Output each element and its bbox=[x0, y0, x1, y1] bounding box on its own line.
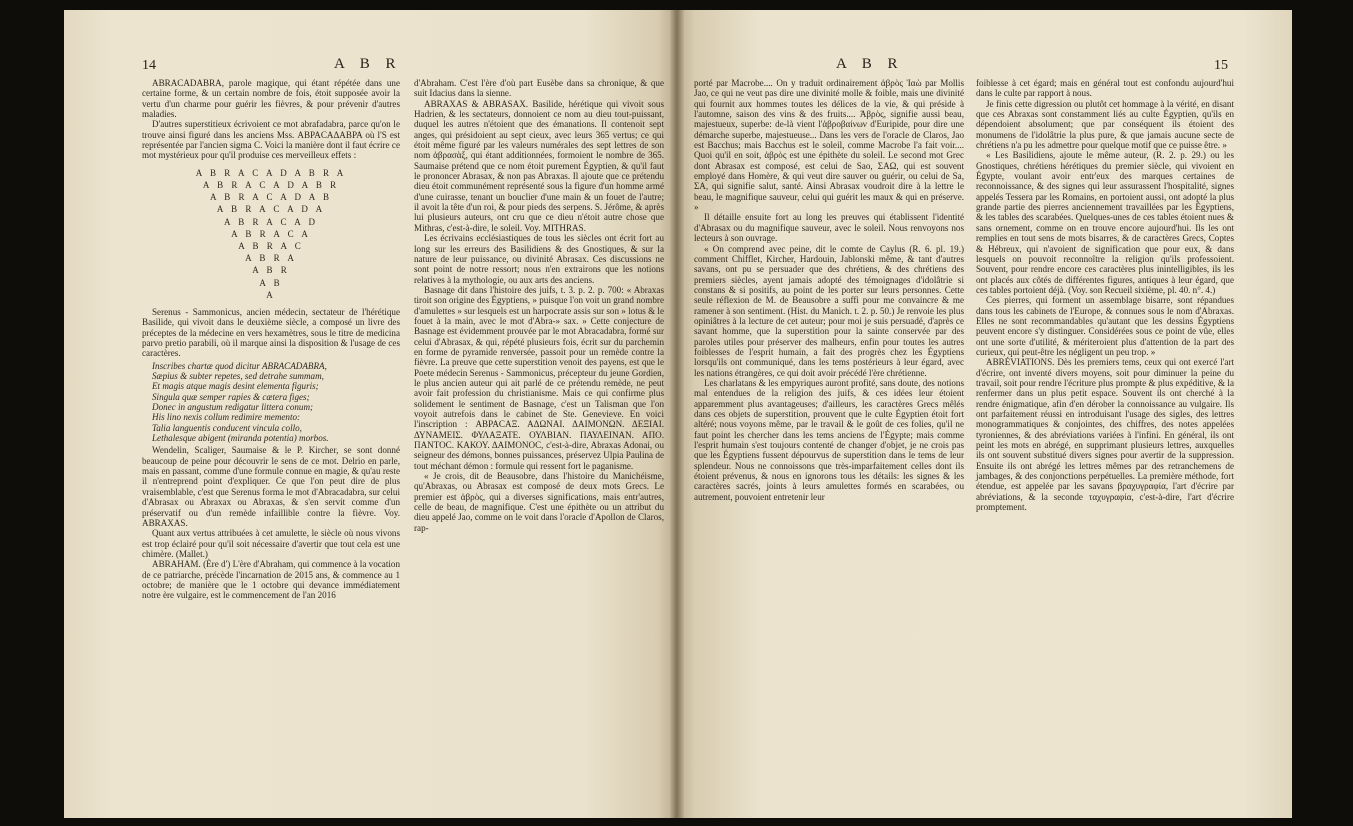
latin-verse bbox=[152, 361, 400, 444]
right-page bbox=[676, 10, 1292, 818]
verse-line: Talia languentis conducent vincula collo, bbox=[152, 422, 302, 433]
running-head-left: A B R bbox=[334, 56, 402, 72]
abracadabra-line: A B R A C A D bbox=[223, 216, 319, 227]
paragraph: Wendelin, Scaliger, Saumaise & le P. Kircher, se sont donné beaucoup de peine pour découvrir le sens de ce mot. Delrio en parle, mais en passant, comme d'une formule connue en magie, & qu'au reste il n'entreprend point d'expliquer. Ce que l'on peut dire de plus vraisemblable, c'est que Serenus forma le mot d'Abracadabra, sur celui d'Abrasax ou Abraxax ou Abraxas, & s'en servit comme d'un préservatif ou d'un remède infaillible contre la fièvre. Voy. ABRAXAS. bbox=[142, 445, 400, 528]
right-column-2 bbox=[976, 78, 1234, 512]
paragraph: ABRAXAS & ABRASAX. Basilide, hérétique qui vivoit sous Hadrien, & les sectateurs, donnoient ce nom au dieu tout-puissant, duquel les autres n'étoient que des émanations. Il contenoit sept anges, qui présidoient au sept cieux, avec leurs 365 vertus; ce qui étoit même figuré par les valeurs numérales des sept lettres de son nom ἀβρασὰξ, qui étant additionnées, formoient le nombre de 365. Saumaise prétend que ce nom étoit purement Égyptien, & qu'il faut le prononcer Abrasax, & non pas Abraxas. Il ajoute que ce prétendu dieu étoit communément représenté sous la figure d'un homme armé d'une cuirasse, tenant un bouclier d'une main & un fouet de l'autre; il avoit la tête d'un roi, & pour pieds des serpens. S. Jérôme, & après lui plusieurs auteurs, ont cru que ce dieu n'étoit autre chose que Mithras, c'est-à-dire, le soleil. Voy. MITHRAS. bbox=[414, 98, 664, 233]
paragraph: ABRÉVIATIONS. Dès les premiers tems, ceux qui ont exercé l'art d'écrire, ont inventé divers moyens, soit pour diminuer la peine du travail, soit pour rendre l'écriture plus prompte & plus expéditive, & la renfermer dans un plus petit espace. Souvent ils ont cherché à la rendre énigmatique, afin d'en dérober la connoissance au vulgaire. Ils ont parfaitement réussi en introduisant l'usage des sigles, des lettres monogrammatiques & conjointes, des chiffres, des notes appelées tyroniennes, & des abréviations variées à l'infini. En général, ils ont peint les mots en abrégé, en supprimant plusieurs lettres, auxquelles ils ont souvent substitué divers signes pour avertir de la suppression. Ensuite ils ont abrégé les lettres mêmes par des retranchemens de jambages, & des conjonctions perpétuelles. La première méthode, fort étendue, est appelée par les savans βραχυγραφία, l'art d'écrire par abréviations, & la seconde ταχυγραφία, c'est-à-dire, l'art d'écrire promptement. bbox=[976, 357, 1234, 513]
paragraph: ABRAHAM. (Ère d') L'ère d'Abraham, qui commence à la vocation de ce patriarche, précède l'incarnation de 2015 ans, & commence au 1 octobre; de manière que le 1 octobre qui devance immédiatement notre ère vulgaire, est le commencement de l'an 2016 bbox=[142, 559, 400, 601]
paragraph: Les écrivains ecclésiastiques de tous les siècles ont écrit fort au long sur les erreurs des Basilidiens & des Gnostiques, & sur la nature de leur puissance, ou divinité Abrasax. Ces discussions ne sont point de notre ressort; nous n'en extrairons que les notions relatives à la mythologie, ou aux arts des anciens. bbox=[414, 233, 664, 285]
paragraph: Serenus - Sammonicus, ancien médecin, sectateur de l'hérétique Basilide, qui vivoit dans le deuxième siècle, a composé un livre des préceptes de la médecine en vers hexamètres, sous le titre de medicina parvo pretio parabili, où il marque ainsi la disposition & l'usage de ces caractères. bbox=[142, 306, 400, 359]
paragraph: foiblesse à cet égard; mais en général tout est confondu aujourd'hui dans le culte par rapport à nous. bbox=[976, 78, 1234, 99]
paragraph: ABRACADABRA, parole magique, qui étant répétée dans une certaine forme, & un certain nombre de fois, étoit supposée avoir la vertu d'un charme pour guérir les fièvres, & pour prévenir d'autres maladies. bbox=[142, 78, 400, 120]
page-number-right: 15 bbox=[1214, 58, 1228, 73]
paragraph: « On comprend avec peine, dit le comte de Caylus (R. 6. pl. 19.) comment Chifflet, Kircher, Hardouin, Jablonski même, & tant d'autres savans, ont pu se persuader que des chrétiens, & des chrétiens des premiers siècles, ayent jamais adopté des témoignages d'idolâtrie si constans & si positifs, au point de les porter sur leurs personnes. Cette seule réflexion de M. de Beausobre a suffi pour me convaincre & me ramener à son sentiment. (Hist. du Manich. t. 2. p. 50.) Je renvoie les plus opiniâtres à la lecture de cet auteur; pour moi je suis persuadé, d'après ce savant homme, que la superstition pour la sainte conservée par des paroles utiles pour préserver des malheurs, enfin pour toutes les autres foiblesses de l'esprit humain, a fait des progrès chez les Égyptiens lorsqu'ils ont communiqué, dans les tems postérieurs à leur égard, avec les nations étrangères, ce qui doit avoir précédé l'ère chrétienne. bbox=[694, 243, 964, 378]
abracadabra-line: A B R A C A D A bbox=[216, 204, 326, 215]
paragraph: Ces pierres, qui forment un assemblage bisarre, sont répandues dans tous les cabinets de l'Europe, & connues sous le nom d'Abraxas. Elles ne sont recommandables qu'autant que les dessins Égyptiens peuvent encore s'y distinguer. Considérées sous ce point de vûe, elles ont une sorte d'utilité, & mériteroient plus d'attention de la part des curieux, qui peut-être les négligent un peu trop. » bbox=[976, 295, 1234, 357]
abracadabra-line: A B R A C A D A B R bbox=[202, 179, 340, 190]
verse-line: Sæpius & subter repetes, sed detrahe summam, bbox=[152, 371, 324, 382]
abracadabra-line: A bbox=[266, 289, 276, 300]
verse-line: Singula quæ semper rapies & cætera figes; bbox=[152, 391, 310, 402]
verse-line: His lino nexis collum redimire memento: bbox=[152, 412, 301, 423]
abracadabra-line: A B R A C A D A B bbox=[209, 192, 333, 203]
paragraph: Il détaille ensuite fort au long les preuves qui établissent l'identité d'Abrasax ou du magnifique sauveur, avec le soleil. Nous renvoyons nos lecteurs à son ouvrage. bbox=[694, 212, 964, 244]
open-book bbox=[64, 10, 1292, 818]
abracadabra-line: A B R A C bbox=[238, 240, 304, 251]
book-gutter bbox=[670, 10, 684, 818]
page-number-left: 14 bbox=[142, 58, 156, 73]
paragraph: Je finis cette digression ou plutôt cet hommage à la vérité, en disant que ces Abraxas sont constamment liés au culte Égyptien, qu'ils en dépendoient absolument; que par conséquent ils étoient des monumens de l'idolâtrie la plus pure, & que jamais aucune secte de chrétiens n'a pu les admettre pour quelque motif que ce puisse être. » bbox=[976, 98, 1234, 151]
paragraph: d'Abraham. C'est l'ère d'où part Eusèbe dans sa chronique, & que suit Idacius dans la sienne. bbox=[414, 78, 664, 99]
left-column-1 bbox=[142, 78, 400, 601]
paragraph: D'autres superstitieux écrivoient ce mot abrafadabra, parce qu'on le trouve ainsi figuré dans les anciens Mss. ΑΒΡΑCΑΔΑΒΡΑ où l'S est représentée par l'ancien sigma C. Voici la manière dont il faut écrire ce mot mystérieux pour qu'il produise ces merveilleux effets : bbox=[142, 119, 400, 161]
paragraph: Quant aux vertus attribuées à cet amulette, le siècle où nous vivons est trop éclairé pour qu'il soit nécessaire d'avertir que tout cela est une chimère. (Mallet.) bbox=[142, 528, 400, 559]
paragraph: « Je crois, dit de Beausobre, dans l'histoire du Manichéisme, qu'Abraxas, ou Abrasax est composé de deux mots Grecs. Le premier est ἁβρὸς, qui a diverses significations, mais entr'autres, celle de beau, de magnifique. C'est une épithète ou un attribut du dieu appelé Jao, comme on le voit dans l'oracle d'Apollon de Claros, rap- bbox=[414, 471, 664, 533]
verse-line: Lethalesque abigent (miranda potentia) morbos. bbox=[152, 433, 329, 444]
abracadabra-line: A B R bbox=[252, 265, 290, 276]
right-column-1 bbox=[694, 78, 964, 502]
abracadabra-triangle bbox=[142, 167, 400, 301]
left-page bbox=[64, 10, 676, 818]
running-head-right: A B R bbox=[836, 56, 904, 72]
paragraph: Basnage dit dans l'histoire des juifs, t. 3. p. 2. p. 700: « Abraxas tiroit son origine des Égyptiens, » puisque l'on voit un grand nombre d'amulettes » sur lesquels est un harpocrate assis sur son » lotus & le fouet à la main, avec le mot d'Abra-» sax. » Cette conjecture de Basnage est évidemment prouvée par le mot Abracadabra, formé sur celui d'Abrasax, & qui, répété plusieurs fois, écrit sur du parchemin en forme de pyramide renversée, passoit pour un remède contre la fièvre. La preuve que cette superstition venoit des payens, est que le Poete médecin Serenus - Sammonicus, précepteur du jeune Gordien, le plus ancien auteur qui ait parlé de ce prétendu remède, ne peut avoir fait profession du christianisme. Mais ce qui confirme plus solidement le sentiment de Basnage, c'est un Talisman que l'on voyoit autrefois dans le cabinet de Ste. Genevieve. En voici l'inscription : ΑΒΡΑCΑΞ. ΑΔΩΝΑΙ. ΔΑΙΜΟΝΩΝ. ΔΕΞΙΑΙ. ΔΥΝΑΜΕΙΣ. ΦΥΛΑΞΑΤΕ. ΟΥΛΒΙΑΝ. ΠΑΥΛΕΙΝΑΝ. ΑΠΟ. ΠΑΝΤΟC. ΚΑΚΟΥ. ΔΑΙΜΟΝΟC, c'est-à-dire, Abraxas Adonai, ou seigneur des démons, bonnes puissances, préservez Ulpia Paulina de tout méchant démon : formule qui ressent fort le paganisme. bbox=[414, 284, 664, 471]
verse-line: Inscribes chartæ quod dicitur ABRACADABRA, bbox=[152, 360, 327, 371]
abracadabra-line: A B R A C A D A B R A bbox=[195, 167, 347, 178]
paragraph: porté par Macrobe.... On y traduit ordinairement ἁβρὸς Ἰαὼ par Mollis Jao, ce qui ne veut pas dire une divinité molle & foible, mais une divinité qui fournit aux hommes toutes les délices de la vie, & qui préside à l'automne, saison des vins & des fruits.... Ἁβρὸς, signifie aussi beau, majestueux, superbe: de-là vient l'ἁβροβαίνων d'Euripide, pour dire une démarche superbe, majestueuse... Dans les vers de l'oracle de Claros, Jao est Bacchus; mais Bacchus est le soleil, comme Macrobe l'a fait voir.... Quoi qu'il en soit, ἁβρὸς est une épithète du soleil. Le second mot Grec dont Abrasax est composé, est celui de Sao, ΣΑΩ, qui est souvent employé dans Homère, & qui veut dire sauver ou guérir, ou celui de Sa, ΣΑ, qui signifie salut, santé. Ainsi Abrasax voudroit dire à la lettre le beau, le magnifique sauveur, celui qui guérit les maux & qui en préserve. » bbox=[694, 78, 964, 213]
paragraph: « Les Basilidiens, ajoute le même auteur, (R. 2. p. 29.) ou les Gnostiques, chrétiens hérétiques du premier siècle, qui vivoient en Égypte, voulant avoir entr'eux des marques certaines de reconnoissance, & des signes qui leur assurassent l'hospitalité, signes appelés Tessera par les Romains, en portoient aussi, ont adopté la plus grande partie des pierres anciennement travaillées par les Égyptiens, & les tables des scarabées. Quelques-unes de ces tables étoient nues & sans ornement, comme on en trouve encore aujourd'hui. Ils les ont remplies en tout sens de mots bisarres, & de caractères Grecs, Coptes & Hébreux, qui n'avoient de signification que pour eux, & dans lesquels on pouvoit reconnoître la religion qu'ils professoient. Souvent, pour rendre encore ces caractères plus inintelligibles, ils les ont placés aux côtés de différentes figures, antiques à leur égard, que ces tables portoient déjà. (Voy. son Recueil sixième, pl. 40. n°. 4.) bbox=[976, 150, 1234, 295]
verse-line: Donec in angustum redigatur littera conum; bbox=[152, 402, 314, 413]
abracadabra-line: A B bbox=[259, 277, 283, 288]
paragraph: Les charlatans & les empyriques auront profité, sans doute, des notions mal entendues de la religion des juifs, & ces idées leur étoient apparemment plus avantageuses; d'ailleurs, les caractères Grecs mêlés dans ces objets de superstition, prouvent que le culte Égyptien étoit fort altéré; nous voyons même, par le travail & le goût de ces folies, qu'il ne faut point les chercher dans les tems anciens de l'Égypte; mais comme l'esprit humain s'est toujours contenté de changer d'objet, je ne crois pas que les Égyptiens fussent dépourvus de superstition dans le tems de leur splendeur. Nous ne connoissons que très-imparfaitement celles dont ils étoient prévenus, & nous en ignorons tous les détails: les signes & les caractères sacrés, joints à leurs amulettes formés en scarabées, ou autrement, pouvoient entretenir leur bbox=[694, 377, 964, 502]
left-column-2 bbox=[414, 78, 664, 533]
abracadabra-line: A B R A C A bbox=[231, 228, 311, 239]
abracadabra-line: A B R A bbox=[245, 253, 297, 264]
verse-line: Et magis atque magis desint elementa figuris; bbox=[152, 381, 319, 392]
